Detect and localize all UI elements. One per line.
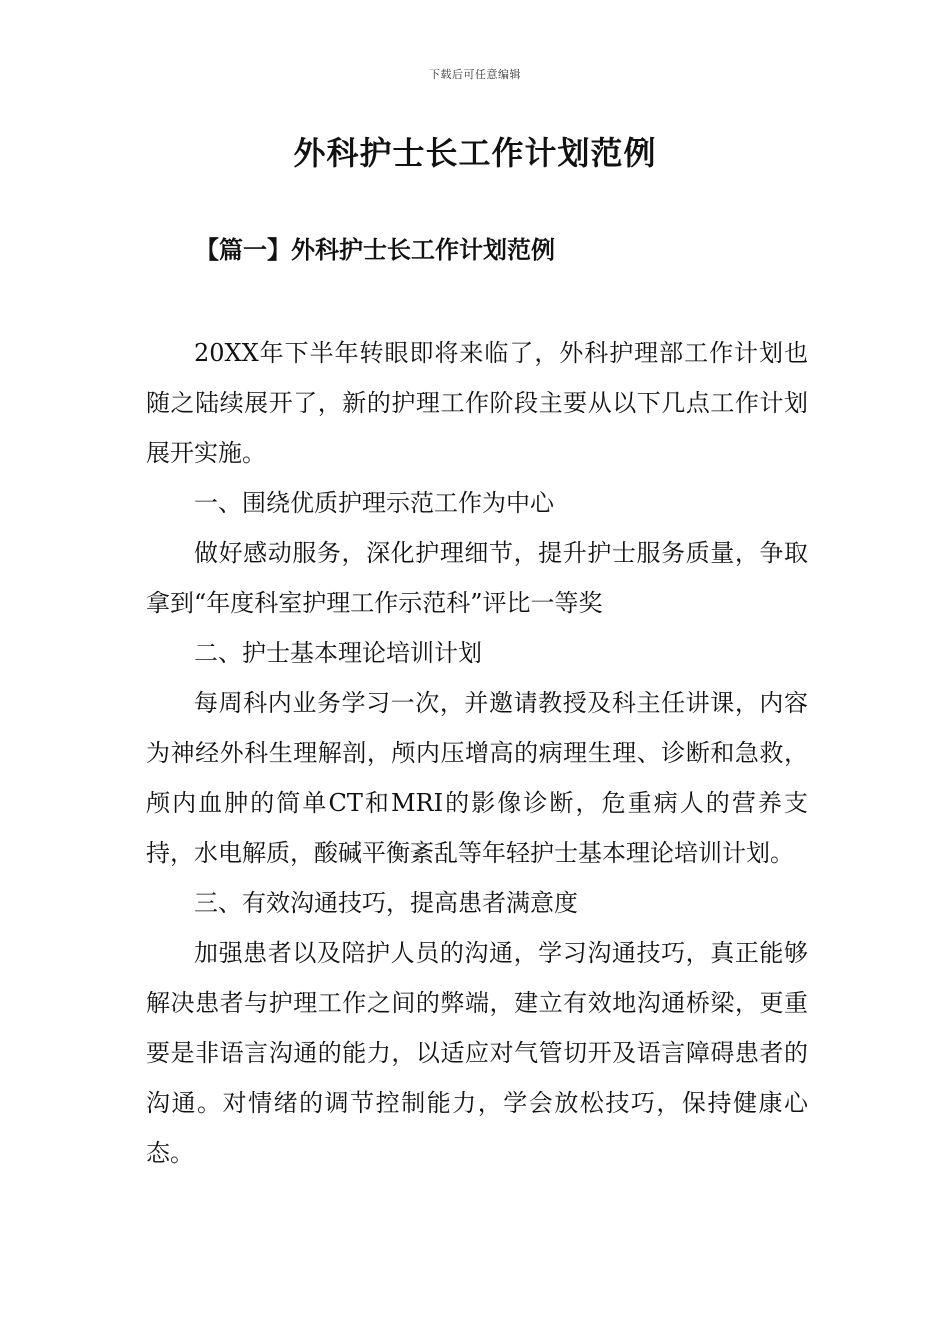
paragraph-three: 加强患者以及陪护人员的沟通，学习沟通技巧，真正能够解决患者与护理工作之间的弊端，建立有效地沟通桥梁，更重要是非语言沟通的能力，以适应对气管切开及语言障碍患者的沟通。对情绪的调节控制能力，学会放松技巧，保持健康心态。 [146,939,808,1167]
section-title: 【篇一】外科护士长工作计划范例 [195,235,555,264]
heading-one: 一、围绕优质护理示范工作为中心 [194,489,554,517]
paragraph-two: 每周科内业务学习一次，并邀请教授及科主任讲课，内容为神经外科生理解剖，颅内压增高的病理生理、诊断和急救，颅内血肿的简单CT和MRI的影像诊断，危重病人的营养支持，水电解质，酸碱平衡紊乱等年轻护士基本理论培训计划。 [146,689,808,867]
heading-three: 三、有效沟通技巧，提高患者满意度 [194,889,578,917]
document-title: 外科护士长工作计划范例 [293,134,657,172]
heading-two: 二、护士基本理论培训计划 [194,639,482,667]
document-body [146,328,808,1178]
header-note: 下载后可任意编辑 [429,68,521,81]
intro-paragraph: 20XX年下半年转眼即将来临了，外科护理部工作计划也随之陆续展开了，新的护理工作阶段主要从以下几点工作计划展开实施。 [146,339,808,467]
paragraph-one: 做好感动服务，深化护理细节，提升护士服务质量，争取拿到“年度科室护理工作示范科”评比一等奖 [146,539,808,617]
